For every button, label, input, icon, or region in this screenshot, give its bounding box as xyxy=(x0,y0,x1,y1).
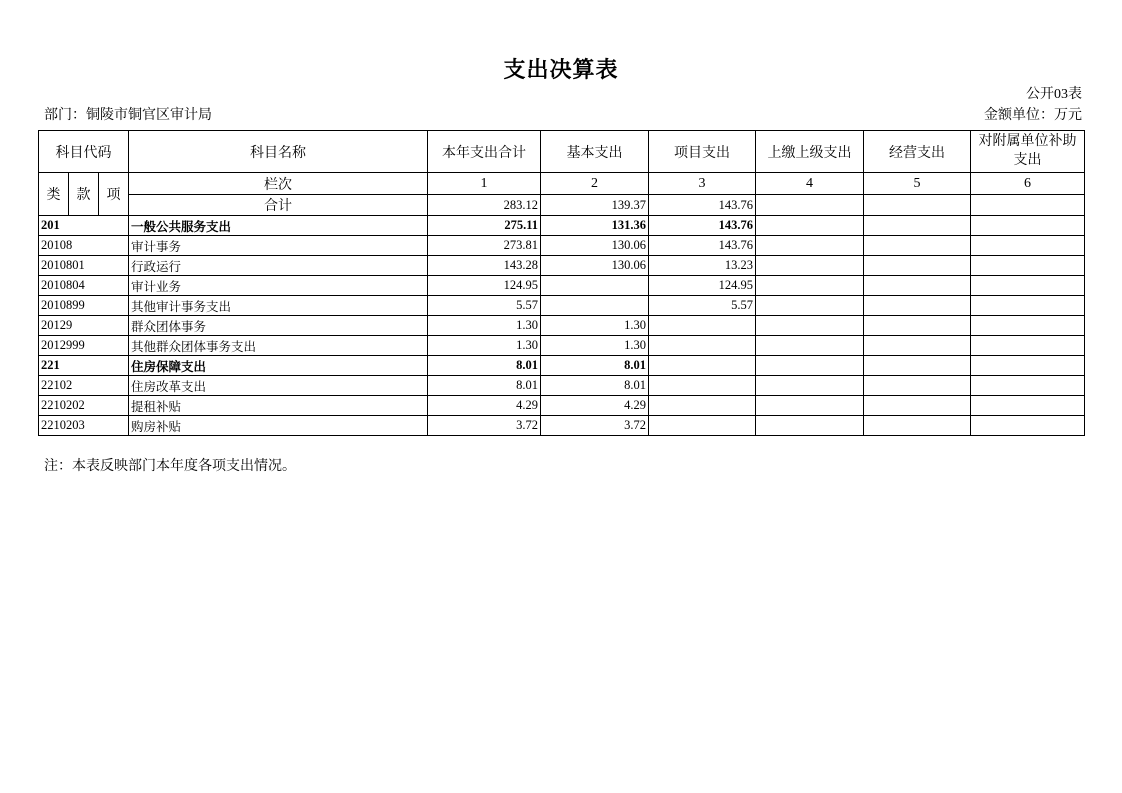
value-cell: 131.36 xyxy=(541,216,649,236)
value-cell xyxy=(864,376,971,396)
value-cell xyxy=(864,356,971,376)
table-row xyxy=(39,416,1085,436)
table-code-label: 公开03表 xyxy=(1026,87,1082,102)
value-cell xyxy=(649,336,756,356)
value-cell: 8.01 xyxy=(541,376,649,396)
header-sub-section: 款 xyxy=(69,173,99,216)
value-cell xyxy=(649,316,756,336)
subject-code-cell: 20108 xyxy=(39,236,129,256)
value-cell: 4.29 xyxy=(541,396,649,416)
header-col-operating: 经营支出 xyxy=(864,131,971,173)
expenditure-table xyxy=(38,130,1085,436)
value-cell xyxy=(649,396,756,416)
header-sub-class: 类 xyxy=(39,173,69,216)
subject-name-cell: 购房补贴 xyxy=(129,416,428,436)
value-cell: 130.06 xyxy=(541,256,649,276)
subject-code-cell: 201 xyxy=(39,216,129,236)
subject-name-cell: 提租补贴 xyxy=(129,396,428,416)
value-cell xyxy=(756,276,864,296)
col-number: 4 xyxy=(756,173,864,195)
table-row xyxy=(39,236,1085,256)
value-cell xyxy=(756,376,864,396)
table-row xyxy=(39,256,1085,276)
value-cell: 130.06 xyxy=(541,236,649,256)
value-cell xyxy=(756,416,864,436)
value-cell xyxy=(756,356,864,376)
header-col-total: 本年支出合计 xyxy=(428,131,541,173)
value-cell xyxy=(864,316,971,336)
value-cell: 143.76 xyxy=(649,216,756,236)
subject-code-cell: 2012999 xyxy=(39,336,129,356)
value-cell: 275.11 xyxy=(428,216,541,236)
value-cell xyxy=(864,236,971,256)
table-row xyxy=(39,396,1085,416)
header-col-project: 项目支出 xyxy=(649,131,756,173)
subject-code-cell: 221 xyxy=(39,356,129,376)
subject-name-cell: 一般公共服务支出 xyxy=(129,216,428,236)
table-row xyxy=(39,316,1085,336)
table-row xyxy=(39,376,1085,396)
subject-code-cell: 2210203 xyxy=(39,416,129,436)
value-cell: 1.30 xyxy=(541,336,649,356)
table-row xyxy=(39,336,1085,356)
subject-code-cell: 2010804 xyxy=(39,276,129,296)
value-cell xyxy=(971,236,1085,256)
value-cell xyxy=(864,336,971,356)
col-number: 1 xyxy=(428,173,541,195)
subject-name-cell: 其他群众团体事务支出 xyxy=(129,336,428,356)
subject-name-cell: 其他审计事务支出 xyxy=(129,296,428,316)
table-body xyxy=(39,216,1085,436)
subject-code-cell: 2010899 xyxy=(39,296,129,316)
subject-name-cell: 审计业务 xyxy=(129,276,428,296)
total-row xyxy=(39,195,1085,216)
value-cell xyxy=(864,216,971,236)
header-col-basic: 基本支出 xyxy=(541,131,649,173)
value-cell: 8.01 xyxy=(428,376,541,396)
value-cell xyxy=(971,376,1085,396)
subject-code-cell: 22102 xyxy=(39,376,129,396)
header-sub-item: 项 xyxy=(99,173,129,216)
value-cell xyxy=(649,416,756,436)
value-cell xyxy=(971,296,1085,316)
value-cell xyxy=(756,316,864,336)
table-header xyxy=(39,131,1085,216)
table-row xyxy=(39,216,1085,236)
value-cell xyxy=(864,256,971,276)
subject-name-cell: 住房保障支出 xyxy=(129,356,428,376)
subject-name-cell: 审计事务 xyxy=(129,236,428,256)
header-subject-name: 科目名称 xyxy=(129,131,428,173)
table-row xyxy=(39,276,1085,296)
value-cell: 124.95 xyxy=(428,276,541,296)
unit-label: 金额单位：万元 xyxy=(984,108,1082,123)
value-cell xyxy=(541,276,649,296)
table-row xyxy=(39,356,1085,376)
value-cell: 1.30 xyxy=(428,336,541,356)
header-subject-code: 科目代码 xyxy=(39,131,129,173)
value-cell: 1.30 xyxy=(428,316,541,336)
value-cell: 8.01 xyxy=(428,356,541,376)
total-value-cell: 143.76 xyxy=(649,195,756,216)
value-cell xyxy=(971,416,1085,436)
value-cell: 8.01 xyxy=(541,356,649,376)
value-cell: 5.57 xyxy=(649,296,756,316)
header-col-upper: 上缴上级支出 xyxy=(756,131,864,173)
subject-name-cell: 群众团体事务 xyxy=(129,316,428,336)
value-cell xyxy=(864,416,971,436)
value-cell: 273.81 xyxy=(428,236,541,256)
value-cell xyxy=(756,216,864,236)
lanci-label: 栏次 xyxy=(129,173,428,195)
value-cell xyxy=(756,296,864,316)
total-value-cell: 283.12 xyxy=(428,195,541,216)
col-number: 2 xyxy=(541,173,649,195)
total-value-cell xyxy=(864,195,971,216)
total-value-cell xyxy=(756,195,864,216)
value-cell xyxy=(649,376,756,396)
total-value-cell xyxy=(971,195,1085,216)
table-row xyxy=(39,296,1085,316)
value-cell xyxy=(541,296,649,316)
value-cell xyxy=(971,316,1085,336)
value-cell: 4.29 xyxy=(428,396,541,416)
value-cell: 143.76 xyxy=(649,236,756,256)
value-cell xyxy=(971,256,1085,276)
value-cell: 5.57 xyxy=(428,296,541,316)
subject-code-cell: 2010801 xyxy=(39,256,129,276)
value-cell: 143.28 xyxy=(428,256,541,276)
header-row-lanci xyxy=(39,173,1085,195)
value-cell xyxy=(864,296,971,316)
value-cell xyxy=(756,236,864,256)
value-cell xyxy=(756,396,864,416)
header-col-subsidy: 对附属单位补助支出 xyxy=(971,131,1085,173)
value-cell: 1.30 xyxy=(541,316,649,336)
col-number: 3 xyxy=(649,173,756,195)
col-number: 6 xyxy=(971,173,1085,195)
value-cell: 124.95 xyxy=(649,276,756,296)
col-number: 5 xyxy=(864,173,971,195)
value-cell xyxy=(864,276,971,296)
value-cell xyxy=(756,336,864,356)
subject-name-cell: 行政运行 xyxy=(129,256,428,276)
value-cell xyxy=(864,396,971,416)
value-cell: 3.72 xyxy=(541,416,649,436)
page-title: 支出决算表 xyxy=(503,57,619,82)
table-note: 注：本表反映部门本年度各项支出情况。 xyxy=(44,459,296,474)
value-cell xyxy=(971,356,1085,376)
value-cell xyxy=(971,276,1085,296)
value-cell xyxy=(649,356,756,376)
subject-code-cell: 20129 xyxy=(39,316,129,336)
value-cell xyxy=(971,336,1085,356)
subject-code-cell: 2210202 xyxy=(39,396,129,416)
total-value-cell: 139.37 xyxy=(541,195,649,216)
value-cell: 3.72 xyxy=(428,416,541,436)
value-cell xyxy=(756,256,864,276)
department-label: 部门：铜陵市铜官区审计局 xyxy=(44,108,212,123)
value-cell xyxy=(971,396,1085,416)
value-cell: 13.23 xyxy=(649,256,756,276)
total-label: 合计 xyxy=(129,195,428,216)
header-row-main xyxy=(39,131,1085,173)
subject-name-cell: 住房改革支出 xyxy=(129,376,428,396)
value-cell xyxy=(971,216,1085,236)
